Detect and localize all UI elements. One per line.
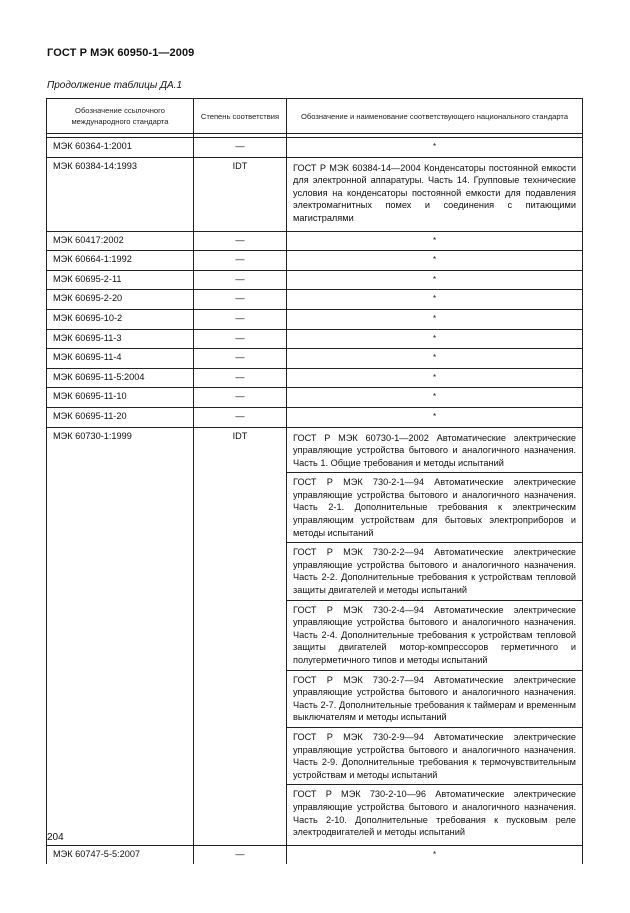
national-standard-cell: [287, 231, 583, 251]
table-row: [47, 138, 583, 158]
table-row: [47, 368, 583, 388]
national-standard-cell: [287, 138, 583, 158]
no-national-standard-mark: *: [432, 392, 437, 402]
national-standard-cell: [287, 427, 583, 845]
national-standard-entry: ГОСТ Р МЭК 730-2-9—94 Автоматические электрические управляющие устройства бытового и аналогичного назначения. Часть 2-9. Дополнительные требования к термочувствительным устройствам и методы испытаний: [287, 727, 582, 784]
table-row: [47, 157, 583, 231]
no-national-standard-mark: *: [432, 255, 437, 265]
compliance-degree-cell: —: [194, 329, 287, 349]
table-row: [47, 270, 583, 290]
national-standard-cell: [287, 290, 583, 310]
national-standard-entry: ГОСТ Р МЭК 60730-1—2002 Автоматические электрические управляющие устройства бытового и аналогичного назначения. Часть 1. Общие требования и методы испытаний: [293, 432, 576, 468]
no-national-standard-mark: *: [432, 235, 437, 245]
compliance-degree-cell: —: [194, 388, 287, 408]
compliance-degree-cell: —: [194, 251, 287, 271]
table-row: [47, 231, 583, 251]
national-standard-entry: ГОСТ Р МЭК 730-2-4—94 Автоматические электрические управляющие устройства бытового и аналогичного назначения. Часть 2-4. Дополнительные требования к устройствам тепловой защиты двигателей мотор-компрессоров герметичного и полугерметичного типов и методы испытаний: [287, 600, 582, 670]
national-standard-entry: ГОСТ Р МЭК 730-2-2—94 Автоматические электрические управляющие устройства бытового и аналогичного назначения. Часть 2-2. Дополнительные требования к устройствам тепловой защиты двигателей и методы испытаний: [287, 542, 582, 599]
reference-standard-cell: МЭК 60384-14:1993: [47, 157, 194, 231]
standards-table: [46, 98, 583, 864]
table-row: [47, 845, 583, 864]
national-standard-cell: [287, 157, 583, 231]
table-row: [47, 349, 583, 369]
table-row: [47, 407, 583, 427]
compliance-degree-cell: —: [194, 290, 287, 310]
national-standard-cell: [287, 329, 583, 349]
table-row: [47, 251, 583, 271]
national-standard-cell: [287, 368, 583, 388]
compliance-degree-cell: IDT: [194, 157, 287, 231]
column-header-national: Обозначение и наименование соответствующего национального стандарта: [287, 99, 583, 134]
national-standard-entry: ГОСТ Р МЭК 730-2-10—96 Автоматические электрические управляющие устройства бытового и аналогичного назначения. Часть 2-10. Дополнительные требования к пусковым реле электродвигателей и методы испытаний: [287, 784, 582, 841]
national-standard-entry: ГОСТ Р МЭК 60384-14—2004 Конденсаторы постоянной емкости для электронной аппаратуры. Часть 14. Групповые технические условия на конденсаторы постоянной емкости для подавления электромагнитных помех и соединения с питающими магистралями: [293, 162, 576, 223]
reference-standard-cell: МЭК 60364-1:2001: [47, 138, 194, 158]
compliance-degree-cell: —: [194, 349, 287, 369]
compliance-degree-cell: —: [194, 138, 287, 158]
compliance-degree-cell: —: [194, 368, 287, 388]
no-national-standard-mark: *: [432, 372, 437, 382]
national-standard-cell: [287, 349, 583, 369]
national-standard-entry: ГОСТ Р МЭК 730-2-1—94 Автоматические электрические управляющие устройства бытового и аналогичного назначения. Часть 2-1. Дополнительные требования к электрическим управляющим устройствам для бытовых электроприборов и методы испытаний: [287, 472, 582, 542]
table-row: [47, 329, 583, 349]
compliance-degree-cell: —: [194, 231, 287, 251]
reference-standard-cell: МЭК 60695-11-3: [47, 329, 194, 349]
no-national-standard-mark: *: [432, 353, 437, 363]
table-caption: Продолжение таблицы ДА.1: [47, 80, 183, 91]
reference-standard-cell: МЭК 60695-11-10: [47, 388, 194, 408]
no-national-standard-mark: *: [432, 142, 437, 151]
page-number: 204: [47, 832, 64, 843]
table-row: [47, 427, 583, 845]
national-standard-cell: [287, 845, 583, 864]
document-title: ГОСТ Р МЭК 60950-1—2009: [47, 47, 195, 59]
reference-standard-cell: МЭК 60695-2-20: [47, 290, 194, 310]
reference-standard-cell: МЭК 60747-5-5:2007: [47, 845, 194, 864]
national-standard-cell: [287, 388, 583, 408]
reference-standard-cell: МЭК 60664-1:1992: [47, 251, 194, 271]
table-row: [47, 388, 583, 408]
reference-standard-cell: МЭК 60730-1:1999: [47, 427, 194, 845]
compliance-degree-cell: —: [194, 407, 287, 427]
reference-standard-cell: МЭК 60695-11-20: [47, 407, 194, 427]
national-standard-cell: [287, 407, 583, 427]
compliance-degree-cell: —: [194, 309, 287, 329]
table-body: [47, 134, 583, 865]
no-national-standard-mark: *: [432, 313, 437, 323]
table-row: [47, 309, 583, 329]
table-row: [47, 290, 583, 310]
no-national-standard-mark: *: [432, 274, 437, 284]
no-national-standard-mark: *: [432, 333, 437, 343]
no-national-standard-mark: *: [432, 294, 437, 304]
table-header-row: [47, 99, 583, 134]
national-standard-cell: [287, 251, 583, 271]
compliance-degree-cell: —: [194, 270, 287, 290]
column-header-reference: Обозначение ссылочного международного стандарта: [47, 99, 194, 134]
compliance-degree-cell: IDT: [194, 427, 287, 845]
compliance-degree-cell: —: [194, 845, 287, 864]
no-national-standard-mark: *: [432, 849, 437, 859]
reference-standard-cell: МЭК 60695-10-2: [47, 309, 194, 329]
reference-standard-cell: МЭК 60695-11-5:2004: [47, 368, 194, 388]
national-standard-entry: ГОСТ Р МЭК 730-2-7—94 Автоматические электрические управляющие устройства бытового и аналогичного назначения. Часть 2-7. Дополнительные требования к таймерам и временным выключателям и методы испытаний: [287, 670, 582, 727]
reference-standard-cell: МЭК 60417:2002: [47, 231, 194, 251]
column-header-degree: Степень соответствия: [194, 99, 287, 134]
national-standard-cell: [287, 309, 583, 329]
national-standard-cell: [287, 270, 583, 290]
no-national-standard-mark: *: [432, 411, 437, 421]
reference-standard-cell: МЭК 60695-11-4: [47, 349, 194, 369]
reference-standard-cell: МЭК 60695-2-11: [47, 270, 194, 290]
